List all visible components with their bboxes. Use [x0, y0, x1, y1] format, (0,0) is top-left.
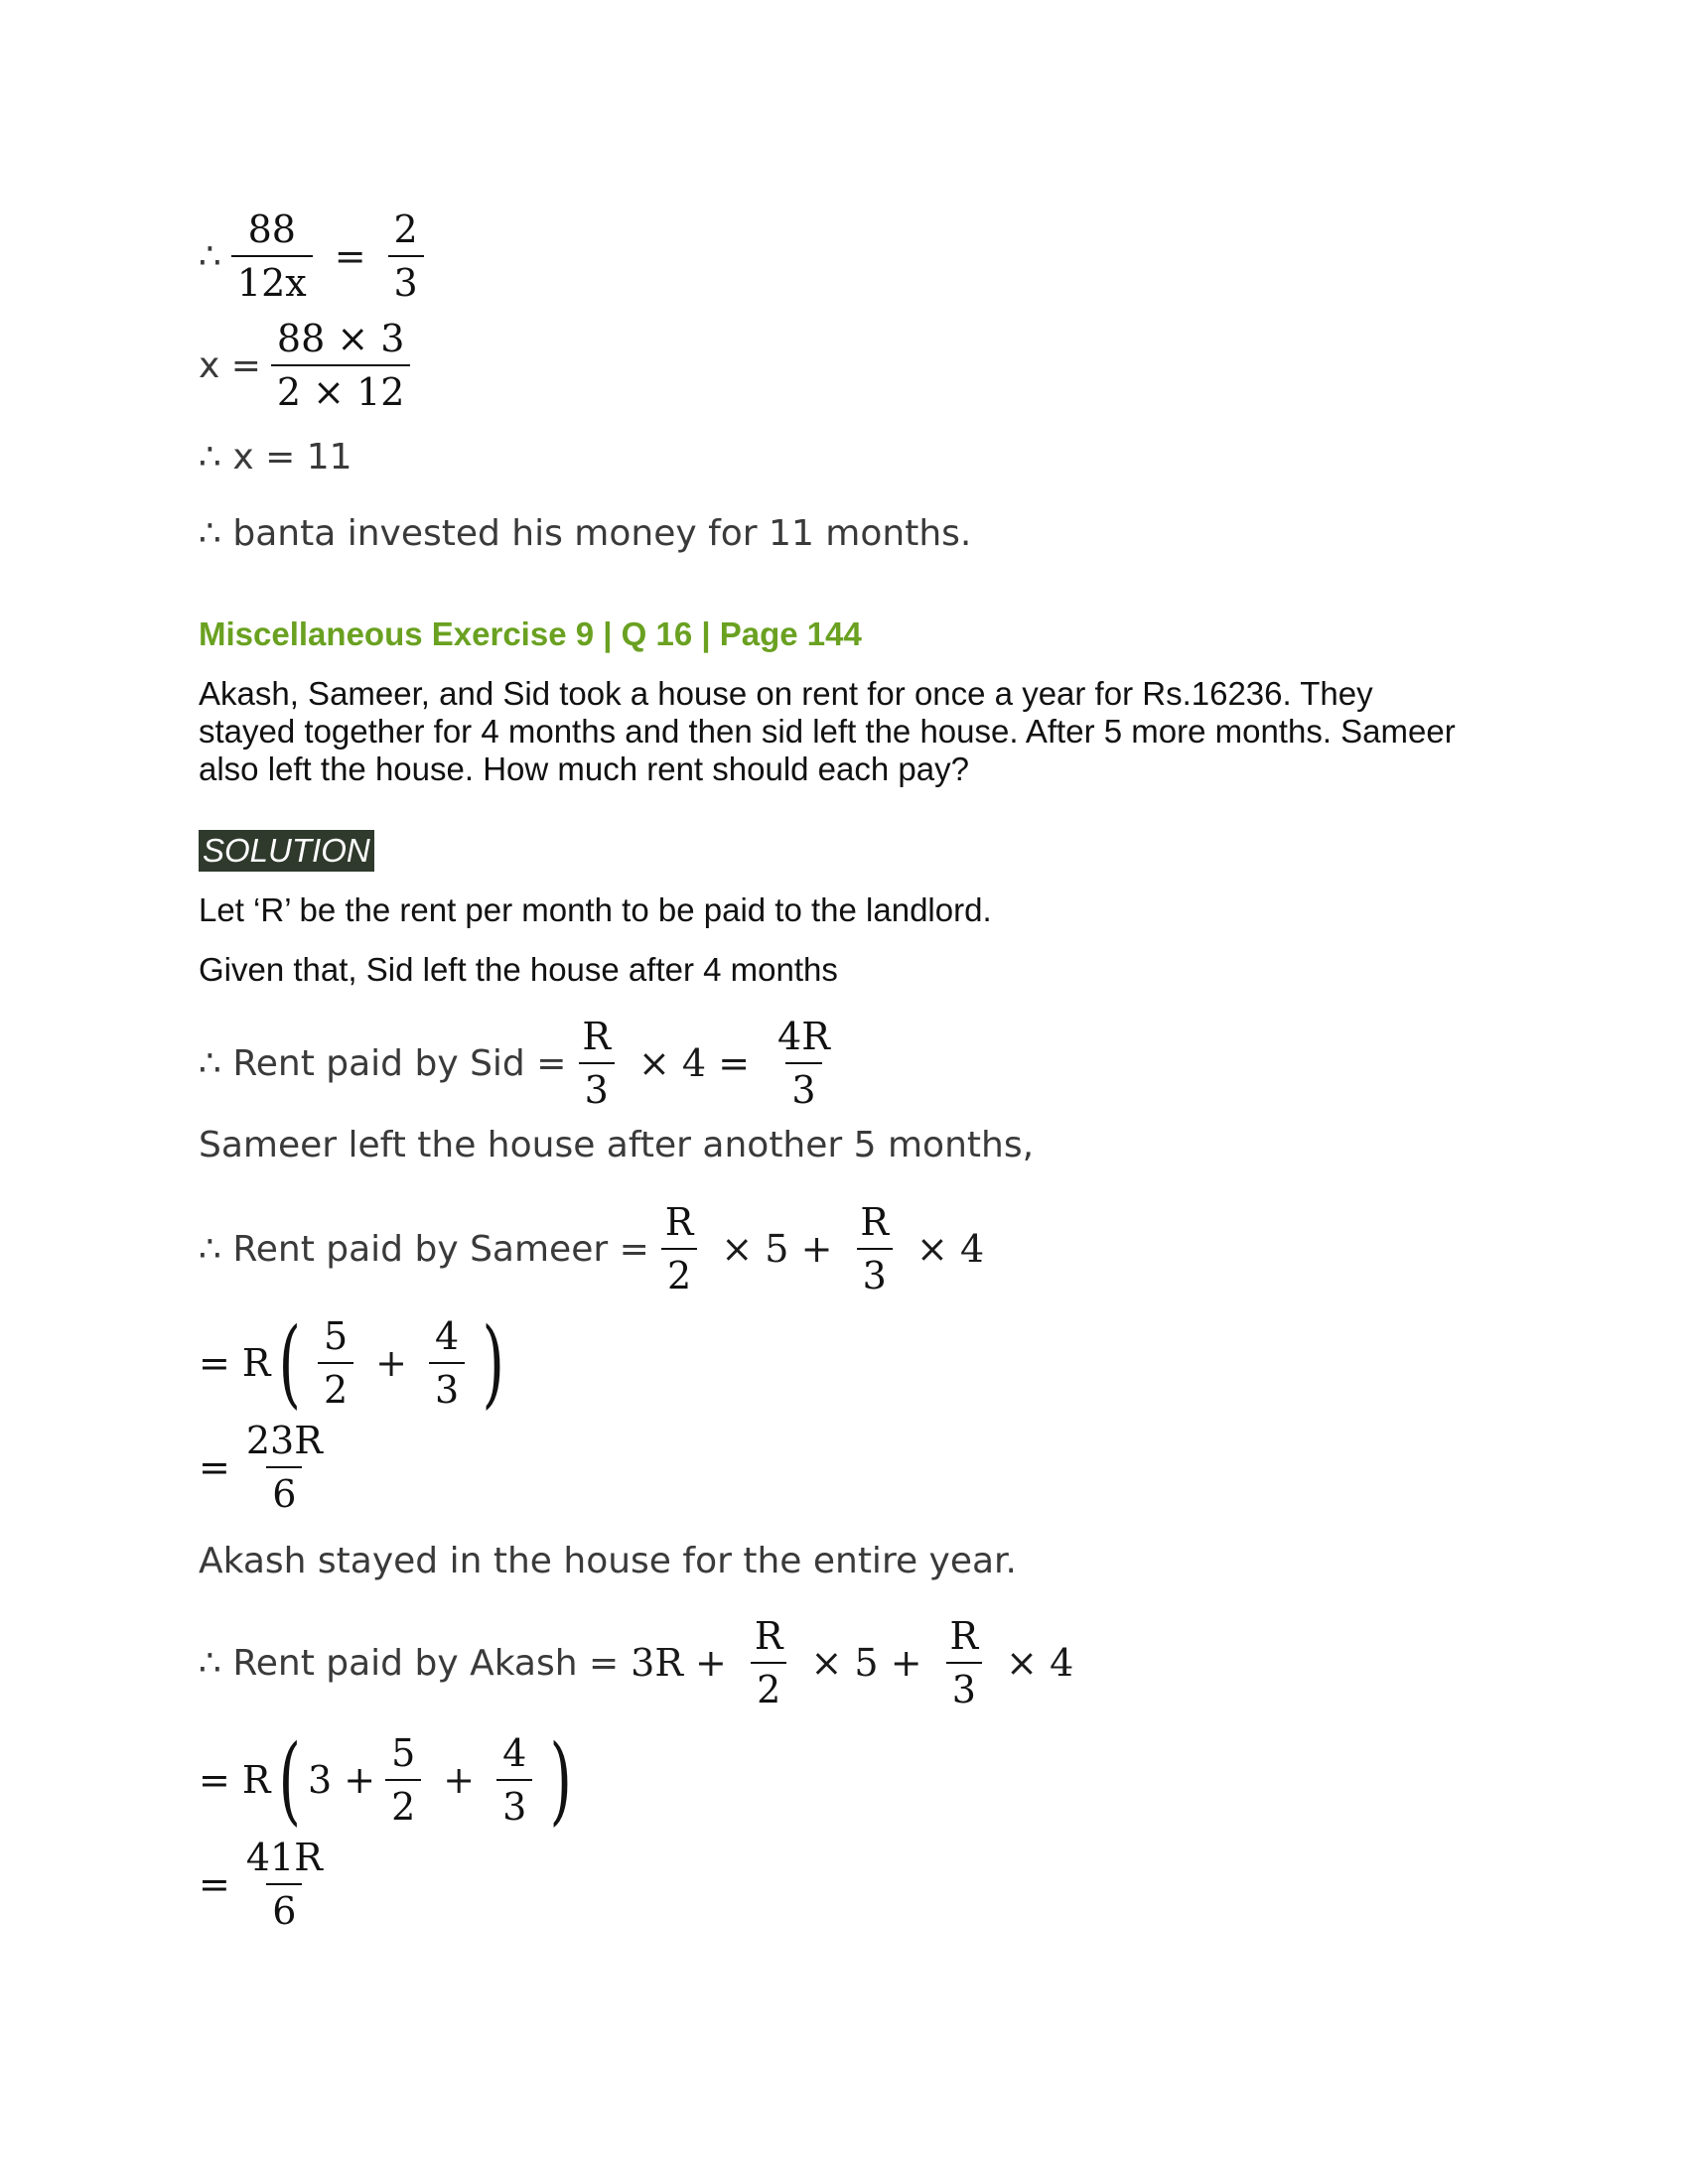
rent-akash-equation: ∴ Rent paid by Akash = 3R + $\frac{R}{2}$ × 5 + $\frac{R}{3}$ × 4 [199, 1610, 1085, 1715]
sameer-intro: Sameer left the house after another 5 months, [199, 1125, 1035, 1165]
rent-sameer-step1: = R ( $\frac{5}{2}$ + $\frac{4}{3}$ ) [199, 1307, 505, 1419]
question-text: Akash, Sameer, and Sid took a house on rent for once a year for Rs.16236. They stayed together for 4 months and then sid left the house. After 5 more months. Sameer also left the house. How much rent should each pay? [199, 675, 1456, 787]
right-paren: ) [482, 1307, 505, 1419]
fraction-2-over-3: $\frac{2}{3}$ [388, 204, 424, 309]
rent-akash-step1: = R ( 3 + $\frac{5}{2}$ + $\frac{4}{3}$ ) [199, 1724, 573, 1836]
let-statement: Let ‘R’ be the rent per month to be paid to the landlord. [199, 891, 992, 928]
rent-akash-step2: = $\frac{41R}{6}$ [199, 1832, 339, 1937]
question-heading: Miscellaneous Exercise 9 | Q 16 | Page 144 [199, 615, 862, 652]
akash-intro: Akash stayed in the house for the entire year. [199, 1541, 1017, 1581]
solution-badge: SOLUTION [199, 830, 374, 872]
left-paren: ( [278, 1307, 301, 1419]
rent-sid-equation: ∴ Rent paid by Sid = $\frac{R}{3}$ × 4 = $\frac{4R}{3}$ [199, 1011, 846, 1116]
right-paren: ) [549, 1724, 573, 1836]
banta-conclusion: ∴ banta invested his money for 11 months. [199, 513, 972, 554]
eq-x-solve: x = $\frac{88 \times 3}{2 \times 12}$ [199, 313, 420, 418]
given-statement: Given that, Sid left the house after 4 months [199, 951, 838, 988]
eq-x-result: ∴ x = 11 [199, 437, 352, 478]
fraction-88-over-12x: $\frac{88}{12x}$ [231, 204, 313, 309]
eq-ratio: ∴ $\frac{88}{12x}$ = $\frac{2}{3}$ [199, 204, 434, 309]
therefore-symbol: ∴ [199, 235, 221, 277]
left-paren: ( [278, 1724, 301, 1836]
rent-sameer-step2: = $\frac{23R}{6}$ [199, 1415, 339, 1520]
rent-sameer-equation: ∴ Rent paid by Sameer = $\frac{R}{2}$ × 5 + $\frac{R}{3}$ × 4 [199, 1196, 996, 1301]
fraction-88x3-over-2x12: $\frac{88 \times 3}{2 \times 12}$ [271, 313, 411, 418]
